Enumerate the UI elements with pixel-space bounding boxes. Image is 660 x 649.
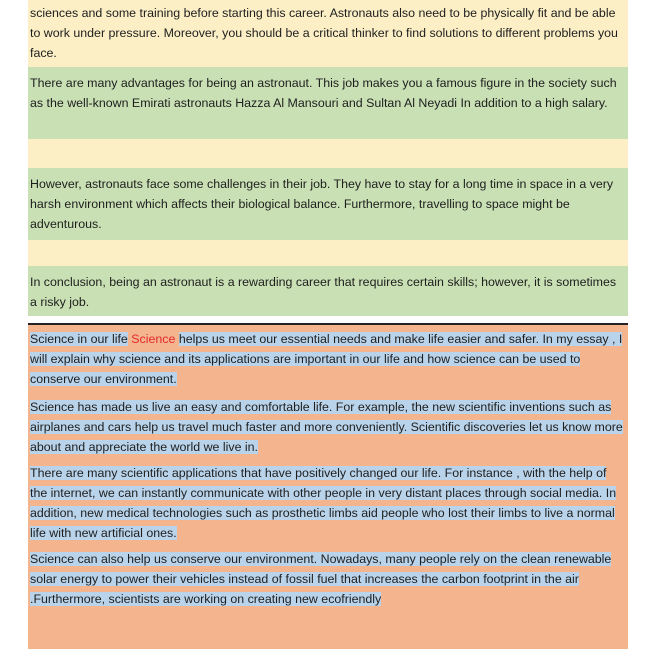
- blank-line: [28, 139, 628, 168]
- document: [28, 0, 628, 649]
- essay1-advantages-text: There are many advantages for being an astronaut. This job makes you a famous figure in the society such as the well-known Emirati astronauts Hazza Al Mansouri and Sultan Al Neyadi In addition to a high salary.: [30, 76, 617, 110]
- essay1-conclusion-paragraph: [28, 266, 628, 316]
- essay2-easy-life-paragraph: [28, 391, 628, 457]
- essay2-intro-paragraph: [28, 323, 628, 391]
- essay2-environment-text: Science can also help us conserve our environment. Nowadays, many people rely on the clean renewable solar energy to power their vehicles instead of fossil fuel that increases the carbon footprint in the air .Furthermore, scientists are working on creating new ecofriendly: [30, 552, 612, 606]
- essay2-intro-text: helps us meet our essential needs and make life easier and safer. In my essay , I will explain why science and its applications are important in our life and how science can be used to conserve our environment.: [30, 332, 623, 386]
- essay1-intro-paragraph: [28, 0, 628, 67]
- essay1-challenges-text: However, astronauts face some challenges in their job. They have to stay for a long time in space in a very harsh environment which affects their biological balance. Furthermore, travelling to space might be adventurous.: [30, 177, 614, 231]
- essay1-challenges-paragraph: [28, 168, 628, 240]
- essay2-environment-paragraph: [28, 543, 628, 649]
- essay2-easy-life-text: Science has made us live an easy and comfortable life. For example, the new scientific inventions such as airplanes and cars help us travel much faster and more conveniently. Scientific discoveries let us know more about and appreciate the world we live in.: [30, 400, 623, 454]
- essay1-advantages-paragraph: [28, 67, 628, 139]
- essay1-intro-text: sciences and some training before starting this career. Astronauts also need to be physically fit and be able to work under pressure. Moreover, you should be a critical thinker to find solutions to different problems you face.: [30, 6, 618, 60]
- essay1-conclusion-text: In conclusion, being an astronaut is a rewarding career that requires certain skills; however, it is sometimes a risky job.: [30, 275, 617, 309]
- blank-line: [28, 240, 628, 266]
- essay2-applications-text: There are many scientific applications that have positively changed our life. For instance , with the help of the internet, we can instantly communicate with other people in very distant places through social media. In addition, new medical technologies such as prosthetic limbs aid people who lost their limbs to live a normal life with new artificial ones.: [30, 466, 617, 540]
- essay2-applications-paragraph: [28, 457, 628, 543]
- essay2-title-red: Science: [131, 332, 176, 346]
- essay2-title: Science in our life: [30, 332, 128, 346]
